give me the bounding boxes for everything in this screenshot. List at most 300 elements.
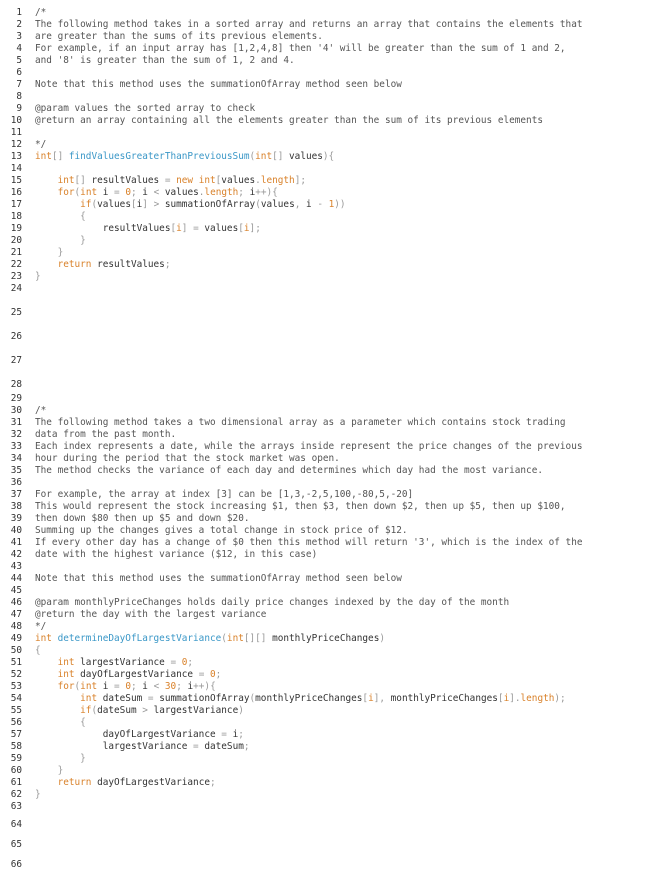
line-number: 20 [10, 235, 22, 246]
code-token: /* [35, 7, 47, 18]
code-token: For example, the array at index [3] can be [1,3,-2,5,100,-80,5,-20] [35, 489, 414, 500]
code-token: Summing up the changes gives a total change in stock price of $12. [35, 525, 408, 536]
code-text [35, 151, 334, 163]
code-text [35, 621, 46, 633]
code-text [35, 175, 306, 187]
code-token: i [232, 729, 239, 740]
code-token: ; [238, 729, 244, 740]
code-token: are greater than the sums of its previous elements. [35, 31, 323, 42]
code-token: ){ [322, 151, 335, 162]
code-line[interactable] [0, 211, 671, 223]
code-text [35, 489, 413, 501]
code-token: monthlyPriceChanges [255, 693, 363, 704]
line-number: 61 [10, 777, 22, 788]
line-number: 38 [10, 501, 22, 512]
code-token [35, 657, 58, 668]
code-line[interactable] [0, 429, 671, 441]
code-token: values [260, 199, 295, 210]
code-line[interactable] [0, 43, 671, 55]
code-text [35, 453, 340, 465]
code-token: [] [272, 151, 290, 162]
code-token: . [255, 175, 261, 186]
code-line[interactable] [0, 489, 671, 501]
code-line[interactable] [0, 549, 671, 561]
code-line[interactable] [0, 79, 671, 91]
code-token [35, 199, 80, 210]
code-token: i [142, 187, 154, 198]
code-line[interactable] [0, 151, 671, 163]
code-token: values [221, 175, 256, 186]
line-number: 37 [10, 489, 22, 500]
code-token: ++){ [255, 187, 278, 198]
line-number: 32 [10, 429, 22, 440]
code-line[interactable] [0, 417, 671, 429]
line-number: 7 [16, 79, 22, 90]
code-token: values [289, 151, 323, 162]
code-token: } [57, 765, 64, 776]
line-number: 11 [10, 127, 22, 138]
code-token: length [260, 175, 295, 186]
code-token: int [80, 681, 103, 692]
code-token [35, 259, 58, 270]
code-text [35, 223, 261, 235]
code-token: monthlyPriceChanges [390, 693, 498, 704]
code-token: ; [187, 657, 194, 668]
line-number: 58 [10, 741, 22, 752]
code-text [35, 187, 278, 199]
code-text [35, 681, 216, 693]
line-number: 50 [10, 645, 22, 656]
code-token: The following method takes a two dimensional array as a parameter which contains stock trading [35, 417, 566, 428]
code-line[interactable] [0, 839, 671, 851]
code-line[interactable] [0, 681, 671, 693]
code-token: Note that this method uses the summationOfArray method seen below [35, 79, 402, 90]
code-line[interactable] [0, 55, 671, 67]
code-token: } [80, 235, 86, 246]
code-token: i [187, 681, 194, 692]
code-token: dateSum [97, 705, 143, 716]
code-line[interactable] [0, 91, 671, 103]
code-token: return [57, 777, 98, 788]
code-token: monthlyPriceChanges [272, 633, 380, 644]
line-number: 13 [10, 151, 22, 162]
line-number: 29 [10, 393, 22, 404]
code-token: resultValues [91, 175, 165, 186]
code-line[interactable] [0, 7, 671, 19]
code-token: @return an array containing all the elements greater than the sum of its previous elements [35, 115, 543, 126]
code-token: i [243, 223, 250, 234]
code-line[interactable] [0, 355, 671, 367]
code-text [35, 753, 86, 765]
code-token: for [57, 187, 75, 198]
code-token: if [80, 705, 92, 716]
code-line[interactable] [0, 525, 671, 537]
code-token: If every other day has a change of $0 then this method will return '3', which is the index of the [35, 537, 583, 548]
code-token: int [226, 633, 244, 644]
code-text [35, 19, 583, 31]
line-number: 39 [10, 513, 22, 524]
code-token: @return the day with the largest variance [35, 609, 267, 620]
code-token: int [35, 151, 52, 162]
code-token: i [102, 681, 115, 692]
code-line[interactable] [0, 247, 671, 259]
line-number: 24 [10, 283, 22, 294]
code-text [35, 513, 249, 525]
code-token: } [35, 271, 41, 282]
code-line[interactable] [0, 187, 671, 199]
code-text [35, 549, 317, 561]
code-line[interactable] [0, 283, 671, 295]
code-token: 0 [125, 187, 131, 198]
code-token: [ [362, 693, 369, 704]
code-token: { [80, 717, 86, 728]
line-number: 14 [10, 163, 22, 174]
code-token: [] [74, 175, 92, 186]
code-token: [ [170, 223, 177, 234]
line-number: 66 [10, 859, 22, 870]
line-number: 41 [10, 537, 22, 548]
code-line[interactable] [0, 621, 671, 633]
code-token: int [57, 657, 81, 668]
line-number: 35 [10, 465, 22, 476]
code-line[interactable] [0, 501, 671, 513]
code-token: = [164, 175, 177, 186]
code-token [35, 187, 58, 198]
line-number: 62 [10, 789, 22, 800]
code-token: ( [221, 633, 227, 644]
code-token: ; [131, 681, 143, 692]
code-token: ; [215, 669, 222, 680]
line-number: 47 [10, 609, 22, 620]
code-token: = [193, 741, 205, 752]
code-text [35, 417, 566, 429]
line-number: 18 [10, 211, 22, 222]
code-token: i [142, 681, 154, 692]
line-number: 51 [10, 657, 22, 668]
line-number: 28 [10, 379, 22, 390]
code-token: i [306, 199, 318, 210]
code-token: ; [176, 681, 188, 692]
line-number: 26 [10, 331, 22, 342]
code-text [35, 79, 402, 91]
line-number: 19 [10, 223, 22, 234]
code-text [35, 537, 583, 549]
line-number: 52 [10, 669, 22, 680]
code-token: dayOfLargestVariance [80, 669, 199, 680]
line-number: 4 [16, 43, 22, 54]
line-number: 49 [10, 633, 22, 644]
code-token: if [80, 199, 92, 210]
code-line[interactable] [0, 127, 671, 139]
line-number: 10 [10, 115, 22, 126]
line-number: 64 [10, 819, 22, 830]
code-text [35, 693, 566, 705]
code-token: ]. [509, 693, 521, 704]
code-token: /* [35, 405, 47, 416]
code-line[interactable] [0, 633, 671, 645]
code-line[interactable] [0, 693, 671, 705]
code-line[interactable] [0, 819, 671, 831]
code-token: , [294, 199, 307, 210]
code-token: dayOfLargestVariance [97, 777, 210, 788]
line-number: 5 [16, 55, 22, 66]
line-number: 2 [16, 19, 22, 30]
code-text [35, 199, 346, 211]
code-token: - [317, 199, 329, 210]
code-token: ]; [249, 223, 261, 234]
code-token [35, 717, 80, 728]
code-token: ], [373, 693, 391, 704]
line-number: 21 [10, 247, 22, 258]
code-token: dayOfLargestVariance [102, 729, 222, 740]
code-token [35, 765, 58, 776]
line-number: 42 [10, 549, 22, 560]
line-number: 55 [10, 705, 22, 716]
code-token: ( [74, 681, 81, 692]
code-text [35, 441, 583, 453]
code-token [35, 777, 58, 788]
code-token: } [80, 753, 86, 764]
code-line[interactable] [0, 729, 671, 741]
line-number: 63 [10, 801, 22, 812]
code-token: hour during the period that the stock market was open. [35, 453, 340, 464]
code-line[interactable] [0, 139, 671, 151]
line-number: 53 [10, 681, 22, 692]
line-number: 31 [10, 417, 22, 428]
code-line[interactable] [0, 19, 671, 31]
code-token: ; [164, 259, 171, 270]
line-number: 15 [10, 175, 22, 186]
code-text [35, 741, 250, 753]
code-line[interactable] [0, 585, 671, 597]
code-line[interactable] [0, 393, 671, 405]
code-line[interactable] [0, 609, 671, 621]
code-token: = [170, 657, 182, 668]
code-token: 1 [328, 199, 335, 210]
code-token: and '8' is greater than the sum of 1, 2 and 4. [35, 55, 295, 66]
code-token: int [80, 693, 103, 704]
code-line[interactable] [0, 175, 671, 187]
code-text [35, 405, 46, 417]
code-line[interactable] [0, 717, 671, 729]
code-line[interactable] [0, 705, 671, 717]
line-number: 1 [16, 7, 22, 18]
code-text [35, 43, 566, 55]
code-line[interactable] [0, 801, 671, 813]
code-token: [ [215, 175, 222, 186]
code-token: } [57, 247, 64, 258]
code-token: [] [51, 151, 69, 162]
code-line[interactable] [0, 441, 671, 453]
code-line[interactable] [0, 777, 671, 789]
code-line[interactable] [0, 405, 671, 417]
code-text [35, 271, 41, 283]
line-number: 25 [10, 307, 22, 318]
code-token: > [142, 705, 154, 716]
code-line[interactable] [0, 163, 671, 175]
code-line[interactable] [0, 537, 671, 549]
code-token: 30 [164, 681, 177, 692]
code-token: ] > [142, 199, 165, 210]
code-token: dateSum [204, 741, 244, 752]
code-token: new [176, 175, 199, 186]
code-line[interactable] [0, 859, 671, 871]
code-line[interactable] [0, 103, 671, 115]
code-token: dateSum [102, 693, 148, 704]
code-text [35, 657, 193, 669]
code-token: The following method takes in a sorted array and returns an array that contains the elements that [35, 19, 583, 30]
code-line[interactable] [0, 453, 671, 465]
code-token: */ [35, 139, 47, 150]
code-token: int [57, 669, 81, 680]
code-token: Note that this method uses the summationOfArray method seen below [35, 573, 402, 584]
code-token: 0 [125, 681, 131, 692]
code-token: length [204, 187, 239, 198]
code-token [35, 669, 58, 680]
line-number: 60 [10, 765, 22, 776]
code-line[interactable] [0, 307, 671, 319]
code-line[interactable] [0, 271, 671, 283]
code-token [35, 753, 80, 764]
code-token: { [80, 211, 86, 222]
code-line[interactable] [0, 465, 671, 477]
code-token: data from the past month. [35, 429, 177, 440]
code-line[interactable] [0, 379, 671, 391]
code-line[interactable] [0, 259, 671, 271]
code-token: [ [130, 199, 137, 210]
code-token: ( [91, 705, 98, 716]
code-token: findValuesGreaterThanPreviousSum [68, 151, 250, 162]
line-number: 40 [10, 525, 22, 536]
code-token: ++){ [193, 681, 216, 692]
line-number: 59 [10, 753, 22, 764]
code-token: int [35, 633, 58, 644]
code-line[interactable] [0, 477, 671, 489]
code-token: int [255, 151, 273, 162]
code-token [35, 211, 80, 222]
line-number: 3 [16, 31, 22, 42]
code-token: [][] [243, 633, 273, 644]
line-number: 30 [10, 405, 22, 416]
code-token: = [114, 681, 126, 692]
code-line[interactable] [0, 223, 671, 235]
line-number: 57 [10, 729, 22, 740]
code-token: ( [91, 199, 98, 210]
code-line[interactable] [0, 31, 671, 43]
code-token: i [503, 693, 510, 704]
line-number: 36 [10, 477, 22, 488]
code-line[interactable] [0, 573, 671, 585]
code-token: = [114, 187, 126, 198]
code-line[interactable] [0, 657, 671, 669]
code-line[interactable] [0, 235, 671, 247]
code-token: resultValues [97, 259, 165, 270]
code-token: The method checks the variance of each day and determines which day had the most variance. [35, 465, 543, 476]
code-token: Each index represents a date, while the arrays inside represent the price changes of the previous [35, 441, 583, 452]
code-line[interactable] [0, 789, 671, 801]
code-token: } [35, 789, 41, 800]
line-number: 6 [16, 67, 22, 78]
code-token: values [204, 223, 239, 234]
code-token: )) [334, 199, 346, 210]
code-line[interactable] [0, 513, 671, 525]
code-token [35, 729, 103, 740]
code-line[interactable] [0, 669, 671, 681]
code-token: date with the highest variance ($12, in this case) [35, 549, 318, 560]
code-token [35, 223, 103, 234]
code-token: 0 [209, 669, 216, 680]
code-token: */ [35, 621, 47, 632]
code-line[interactable] [0, 67, 671, 79]
code-token [35, 681, 58, 692]
code-line[interactable] [0, 561, 671, 573]
code-line[interactable] [0, 741, 671, 753]
code-token: for [57, 681, 75, 692]
code-token: For example, if an input array has [1,2,4,8] then '4' will be greater than the sum of 1 and 2, [35, 43, 566, 54]
line-number: 54 [10, 693, 22, 704]
code-token: ]; [294, 175, 306, 186]
code-line[interactable] [0, 645, 671, 657]
line-number: 12 [10, 139, 22, 150]
line-number: 48 [10, 621, 22, 632]
line-number: 27 [10, 355, 22, 366]
code-text [35, 597, 509, 609]
code-text [35, 55, 295, 67]
code-token [35, 247, 58, 258]
code-text [35, 717, 86, 729]
code-token: { [35, 645, 41, 656]
code-text [35, 645, 41, 657]
code-token: 0 [181, 657, 188, 668]
code-token: ( [74, 187, 81, 198]
code-token: ] = [181, 223, 205, 234]
line-number: 17 [10, 199, 22, 210]
code-token: summationOfArray [159, 693, 250, 704]
code-token: ( [249, 693, 256, 704]
code-token [35, 705, 80, 716]
code-token: ); [554, 693, 566, 704]
code-token: int [57, 175, 75, 186]
code-text [35, 573, 402, 585]
code-token: values [164, 187, 199, 198]
code-token: ) [379, 633, 385, 644]
code-token: determineDayOfLargestVariance [57, 633, 222, 644]
line-number: 46 [10, 597, 22, 608]
line-number: 43 [10, 561, 22, 572]
code-text [35, 729, 244, 741]
code-token: = [147, 693, 160, 704]
code-token: < [153, 187, 165, 198]
code-line[interactable] [0, 331, 671, 343]
code-token: i [249, 187, 256, 198]
code-text [35, 765, 63, 777]
code-line[interactable] [0, 765, 671, 777]
code-token: largestVariance [153, 705, 239, 716]
code-token: i [102, 187, 115, 198]
code-line[interactable] [0, 199, 671, 211]
code-line[interactable] [0, 115, 671, 127]
code-line[interactable] [0, 753, 671, 765]
code-line[interactable] [0, 597, 671, 609]
code-text [35, 609, 266, 621]
code-token: ) [238, 705, 244, 716]
code-token: ; [131, 187, 143, 198]
code-token [35, 693, 80, 704]
code-token: [ [497, 693, 504, 704]
code-token: This would represent the stock increasing $1, then $3, then down $2, then up $5, then up $100, [35, 501, 566, 512]
code-token: return [57, 259, 98, 270]
code-text [35, 633, 385, 645]
